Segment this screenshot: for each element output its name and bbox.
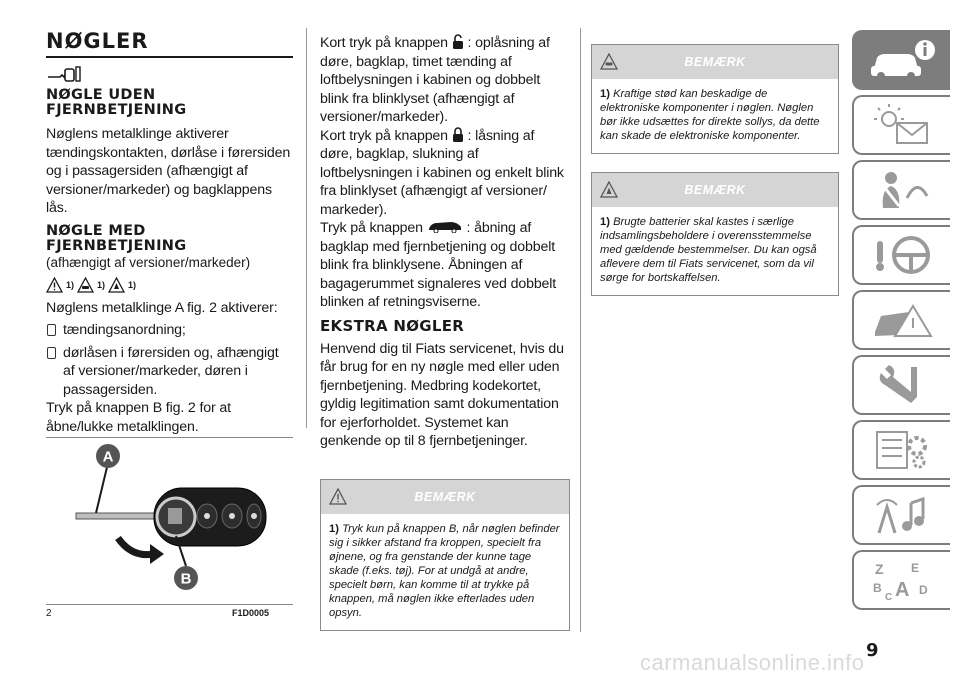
- page-header: [46, 28, 293, 88]
- lock-icon: [452, 127, 464, 142]
- section-heading: NØGLE UDEN FJERNBETJENING: [46, 87, 187, 118]
- section-heading: EKSTRA NØGLER: [320, 316, 465, 335]
- figure-code: F1D0005: [232, 608, 270, 618]
- page-number: 9: [866, 640, 879, 661]
- ref-number: 1): [66, 279, 75, 290]
- column-divider: [306, 28, 307, 428]
- site-watermark: carmanualsonline.info: [640, 650, 865, 675]
- key-illustration: [46, 438, 293, 604]
- section-text: Henvend dig til Fiats servicenet, hvis du får brug for en ny nøgle med eller uden fjernbetjening. Medbring kodekortet, gyldig legitimation samt dokumentation for ejerforholdet. Systemet kan genkende op til 8 fjernbetjeninger.: [320, 340, 564, 449]
- column-left: [46, 88, 293, 436]
- tab-index[interactable]: [852, 550, 950, 610]
- note-header: [592, 45, 838, 79]
- note-header: [321, 480, 569, 514]
- note-body: 1) Tryk kun på knappen B, når nøglen befinder sig i sikker afstand fra kroppen, specielt fra øjnene, og fra genstande der kunne tage skade (f.eks. tøj). For at undgå at andre, specielt børn, kan komme til at trykke på knappen, må nøglen ikke efterlades uden opsyn.: [329, 522, 560, 619]
- tailgate-car-icon: [427, 219, 463, 233]
- note-body: 1) Kraftige stød kan beskadige de elektroniske komponenter i nøglen. Nøglen bør ikke udsættes for direkte sollys, da dette kan skade de elektroniske komponenter.: [600, 88, 820, 142]
- seatbelt-airbag-icon: [867, 168, 937, 212]
- column-divider: [580, 28, 581, 632]
- paragraph-tailgate: Tryk på knappen : åbning af bagklap med fjernbetjening og dobbelt blink fra blinklysene. Åbningen af bagagerummet signaleres ved dobbelt blinken af retningsviserne.: [320, 220, 557, 310]
- warning-light-envelope-icon: [867, 103, 937, 147]
- note-title: BEMÆRK: [684, 183, 746, 197]
- note-box: [591, 44, 839, 154]
- section-heading: NØGLE MED FJERNBETJENING: [46, 222, 187, 254]
- label-b: B: [180, 570, 192, 588]
- figure-bottom-rule: [46, 604, 293, 605]
- tab-technical-data[interactable]: [852, 420, 950, 480]
- page-title: NØGLER: [46, 29, 149, 53]
- column-right: [591, 44, 839, 296]
- paragraph-unlock: Kort tryk på knappen : oplåsning af døre, bagklap, timet tænding af loftbelysningen i kabinen og dobbelt blink fra blinklyset (afhængigt af versioner/markeder).: [320, 35, 550, 125]
- svg-text:D: D: [919, 583, 928, 597]
- gear-list-icon: [867, 428, 937, 472]
- tab-lights-warnings[interactable]: [852, 95, 950, 155]
- key-icon: [46, 65, 82, 83]
- figure-key: [46, 438, 293, 616]
- car-info-icon: [867, 38, 937, 82]
- chapter-tabs: [852, 30, 950, 615]
- note-body: 1) Brugte batterier skal kastes i særlige indsamlingsbeholdere i overensstemmelse med gældende bestemmelser. Du kan også aflevere dem til Fiats servicenet, som da vil sørge for bortskaffelsen.: [600, 216, 817, 284]
- svg-text:C: C: [885, 592, 893, 602]
- list-item: tændingsanordning;: [46, 321, 293, 340]
- warning-triangle-icon: [46, 277, 63, 293]
- warning-refs: [46, 275, 293, 295]
- svg-text:E: E: [911, 561, 920, 575]
- alphabet-index-icon: [867, 558, 937, 602]
- note-box: [591, 172, 839, 296]
- note-title: BEMÆRK: [684, 55, 746, 69]
- section-subtitle: (afhængigt af versioner/markeder): [46, 254, 251, 270]
- tab-multimedia[interactable]: [852, 485, 950, 545]
- svg-text:B: B: [873, 581, 882, 595]
- note-header: [592, 173, 838, 207]
- after-text: Tryk på knappen B fig. 2 for at åbne/lukke metalklingen.: [46, 400, 231, 435]
- intro-text: Nøglens metalklinge A fig. 2 aktiverer:: [46, 299, 278, 316]
- warning-triangle-icon: [329, 488, 347, 505]
- tab-maintenance[interactable]: [852, 355, 950, 415]
- tab-starting-driving[interactable]: [852, 225, 950, 285]
- note-box: [320, 479, 570, 631]
- ref-number: 1): [97, 279, 106, 290]
- tab-car-info[interactable]: [852, 30, 950, 90]
- list-item: dørlåsen i førersiden og, afhængigt af versioner/markeder, døren i passagersiden.: [46, 344, 293, 400]
- car-warning-icon: [600, 53, 618, 70]
- paragraph-lock: Kort tryk på knappen : låsning af døre, bagklap, slukning af loftbelysningen i kabinen og enkelt blink fra blinklyset (afhængigt af versioner/ markeder).: [320, 127, 564, 218]
- svg-text:Z: Z: [875, 561, 884, 577]
- wrench-icon: [867, 363, 937, 407]
- svg-text:A: A: [895, 579, 910, 601]
- emergency-car-icon: [867, 298, 937, 342]
- environment-warning-icon: [600, 181, 618, 198]
- recycle-warning-icon: [108, 277, 125, 293]
- section-text: Nøglens metalklinge aktiverer tændingskontakten, dørlåse i førersiden og i passagersiden (afhængigt af versioner/markeder) og bagklappens lås.: [46, 126, 291, 216]
- note-title: BEMÆRK: [414, 489, 476, 504]
- label-a: A: [102, 448, 114, 466]
- title-divider: [46, 56, 293, 58]
- multimedia-icon: [867, 493, 937, 537]
- tab-emergency[interactable]: [852, 290, 950, 350]
- steering-wheel-icon: [867, 233, 937, 277]
- figure-number: 2: [46, 608, 52, 619]
- column-middle: [320, 34, 570, 631]
- ref-number: 1): [128, 279, 137, 290]
- bullet-box-icon: [47, 347, 56, 359]
- tab-safety[interactable]: [852, 160, 950, 220]
- bullet-box-icon: [47, 324, 56, 336]
- unlock-icon: [452, 34, 464, 49]
- car-warning-icon: [77, 277, 94, 293]
